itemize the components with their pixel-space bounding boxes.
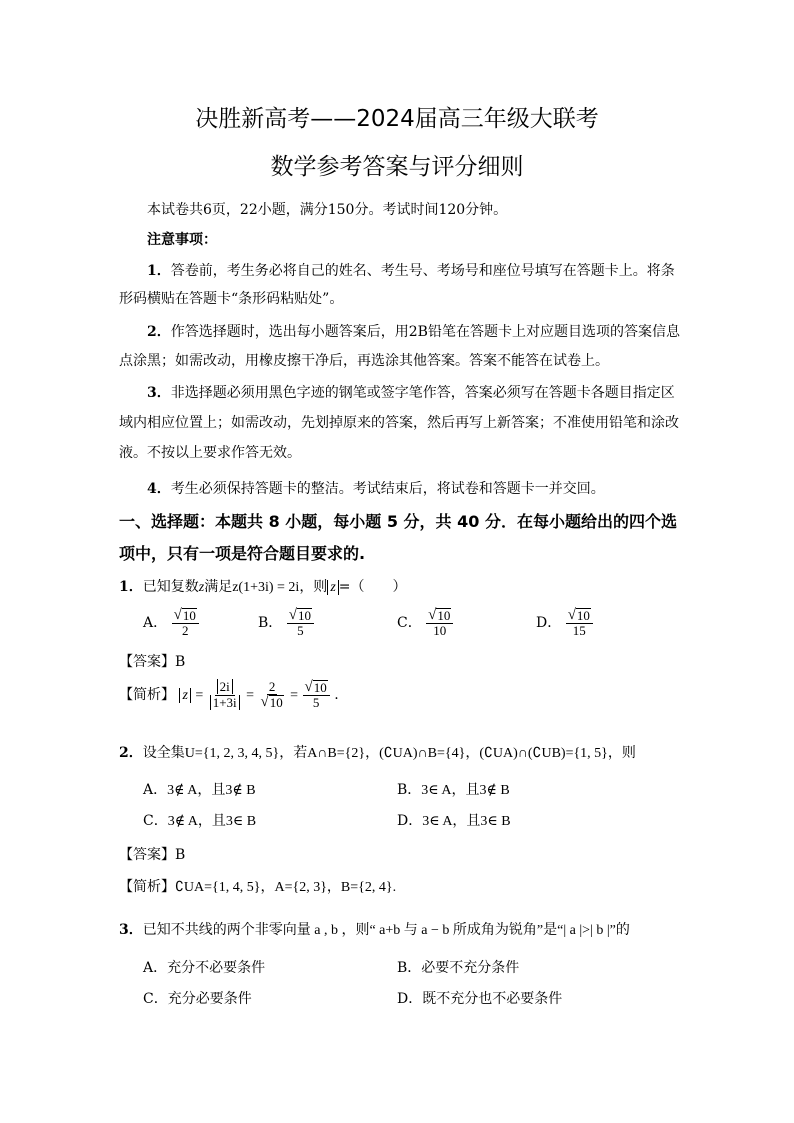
equation: z(1+3i) = 2i <box>232 580 300 595</box>
stem-text: ，则 <box>299 579 328 595</box>
stem-text: 设全集U={1, 2, 3, 4, 5}，若A∩B={2}，(∁UA)∩B={4}，(∁UA)∩(∁UB)={1, 5}，则 <box>142 746 636 761</box>
notice-heading: 注意事项： <box>147 232 217 248</box>
fraction: √ 10 5 <box>287 608 314 638</box>
note-3-line-3: 液。不按以上要求作答无效。 <box>119 445 301 461</box>
denominator: 1+3i <box>210 695 240 710</box>
stem-text: 满足 <box>204 579 233 595</box>
question-number: 1． <box>119 579 143 595</box>
radicand: 10 <box>313 680 327 695</box>
question-2-answer: 【答案】B <box>119 847 186 863</box>
note-number: 2． <box>147 324 171 340</box>
option-c <box>143 988 252 1008</box>
fraction: √ 10 2 <box>172 608 199 638</box>
option-b <box>397 779 510 799</box>
variable: z <box>198 580 205 595</box>
denominator: 15 <box>572 623 586 638</box>
note-number: 3． <box>147 385 171 401</box>
option-b <box>258 608 314 638</box>
exam-title: 决胜新高考——2024届高三年级大联考 <box>195 106 599 132</box>
option-text: 3∉ A，且3∉ B <box>167 783 256 798</box>
option-c <box>397 608 453 638</box>
option-text: 3∉ A，且3∈ B <box>167 814 257 829</box>
note-text: 考生必须保持答题卡的整洁。考试结束后，将试卷和答题卡一并交回。 <box>170 481 605 497</box>
analysis-label: 【简析】 <box>119 687 175 704</box>
option-label: C． <box>397 615 422 632</box>
radicand: 10 <box>182 608 196 623</box>
option-text: 3∈ A，且3∈ B <box>422 814 511 829</box>
option-label: C． <box>143 991 168 1007</box>
abs-value: z <box>179 688 190 703</box>
option-label: B． <box>258 615 283 632</box>
option-a <box>143 608 199 638</box>
note-text: 答卷前，考生务必将自己的姓名、考生号、考场号和座位号填写在答题卡上。将条 <box>170 263 675 279</box>
option-text: 既不充分也不必要条件 <box>422 991 563 1007</box>
fraction <box>208 680 242 710</box>
note-1-line-2: 形码横贴在答题卡“条形码粘贴处”。 <box>119 291 344 307</box>
period: . <box>334 687 339 704</box>
stem-text: 已知复数 <box>142 579 199 595</box>
question-2-stem <box>119 742 636 762</box>
question-1-analysis: 【简析】 z = $\frac{2i}{1+3i}$ = 2 √ 10 = √ 10 5 . <box>119 679 339 711</box>
option-a <box>143 779 256 799</box>
option-text: 3∈ A，且3∉ B <box>421 783 510 798</box>
radicand: 10 <box>437 608 451 623</box>
note-text: 非选择题必须用黑色字迹的钢笔或签字笔作答，答案必须写在答题卡各题目指定区 <box>170 385 675 401</box>
denominator: 5 <box>297 623 304 638</box>
option-label: C． <box>143 813 168 829</box>
abs-value: z <box>327 580 338 595</box>
section-heading-line-2: 项中，只有一项是符合题目要求的. <box>119 544 366 563</box>
note-text: 作答选择题时，选出每小题答案后，用2B铅笔在答题卡上对应题目选项的答案信息 <box>170 324 680 340</box>
question-2-analysis <box>119 876 396 896</box>
numerator: 2 <box>268 679 276 694</box>
option-label: D． <box>397 991 423 1007</box>
option-label: B． <box>397 782 422 798</box>
option-text: 充分必要条件 <box>167 991 252 1007</box>
fraction: √ 10 10 <box>426 608 453 638</box>
option-label: A． <box>143 960 168 976</box>
note-3-line-2: 域内相应位置上；如需改动，先划掉原来的答案，然后再写上新答案；不准使用铅笔和涂改 <box>119 415 679 431</box>
option-label: B． <box>397 960 422 976</box>
note-2-line-2: 点涂黑；如需改动，用橡皮擦干净后，再选涂其他答案。答案不能答在试卷上。 <box>119 353 609 369</box>
question-3-stem <box>119 919 630 939</box>
option-label: A． <box>143 615 168 632</box>
question-1-stem <box>119 576 407 596</box>
radicand: 10 <box>297 608 311 623</box>
fraction: √ 10 5 <box>303 680 330 710</box>
question-number: 3． <box>119 922 143 938</box>
analysis-label: 【简析】 <box>119 879 175 895</box>
note-4-line-1 <box>147 478 605 498</box>
question-number: 2． <box>119 745 143 761</box>
note-3-line-1 <box>147 382 675 402</box>
question-1-answer: 【答案】B <box>119 654 186 670</box>
note-number: 1． <box>147 263 171 279</box>
option-d <box>397 810 511 830</box>
analysis-text: ∁UA={1, 4, 5}，A={2, 3}，B={2, 4}. <box>175 880 397 895</box>
radicand: 10 <box>576 608 590 623</box>
document-subtitle: 数学参考答案与评分细则 <box>270 154 524 180</box>
option-text: 充分不必要条件 <box>167 960 266 976</box>
denominator: 10 <box>433 623 447 638</box>
option-d <box>536 608 593 638</box>
denominator: 2 <box>181 623 189 638</box>
denominator: 5 <box>312 695 320 710</box>
radicand: 10 <box>269 695 283 711</box>
section-heading-line-1: 一、选择题：本题共 8 小题，每小题 5 分，共 40 分．在每小题给出的四个选 <box>119 512 677 531</box>
option-label: D． <box>536 615 562 632</box>
option-label: D． <box>397 813 423 829</box>
option-label: A． <box>143 782 168 798</box>
option-text: 必要不充分条件 <box>421 960 520 976</box>
option-b <box>397 957 519 977</box>
stem-text: 已知不共线的两个非零向量 a , b ，则“ a+b 与 a − b 所成角为锐角”是“| a |>| b |”的 <box>142 923 630 938</box>
stem-text: =（ ） <box>338 579 407 595</box>
note-2-line-1 <box>147 321 680 341</box>
fraction: √ 10 15 <box>566 608 593 638</box>
option-a <box>143 957 265 977</box>
fraction: 2 √ 10 <box>260 679 283 711</box>
exam-summary: 本试卷共6页，22小题，满分150分。考试时间120分钟。 <box>147 202 508 218</box>
option-c <box>143 810 256 830</box>
option-d <box>397 988 562 1008</box>
note-1-line-1 <box>147 260 675 280</box>
numerator: 2i <box>217 679 233 694</box>
note-number: 4． <box>147 481 171 497</box>
